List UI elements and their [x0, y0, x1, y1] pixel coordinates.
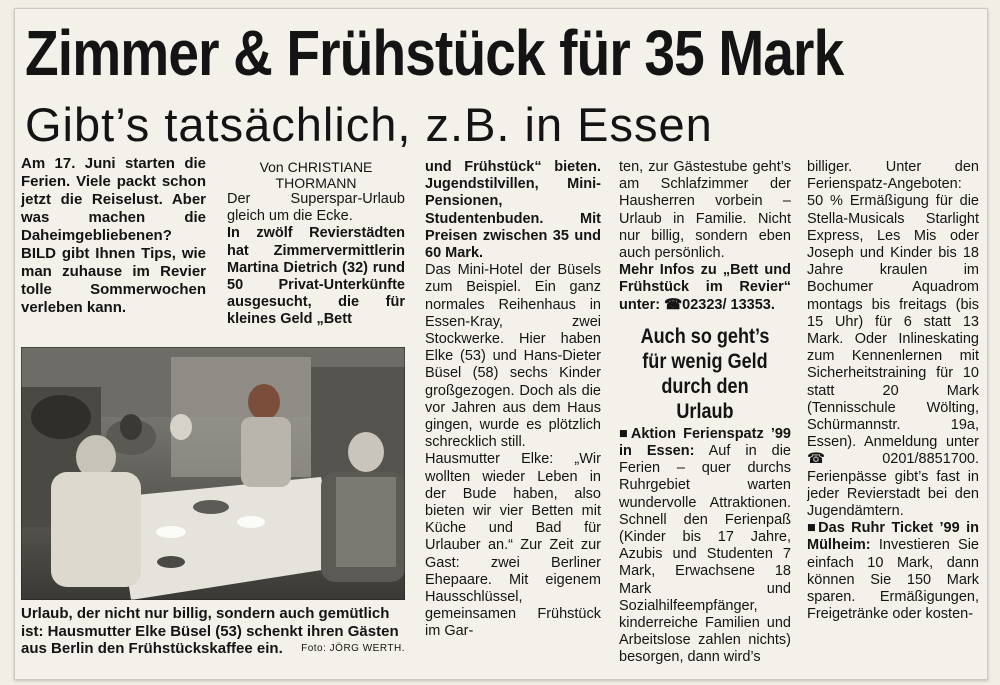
column-5 [807, 159, 979, 677]
headline: Zimmer & Frühstück für 35 Mark [25, 17, 844, 89]
lead-bold-text: In zwölf Revierstädten hat Zimmervermittlerin Martina Dietrich (32) rund 50 Privat-Unterkünfte ausgesucht, die für kleines Geld „Bett [227, 225, 405, 328]
column-3-paragraph-2: Hausmutter Elke: „Wir wollten wieder Leben in der Bude haben, also bieten wir vier Betten mit Küche und Bad für Urlauber an.“ Zur Zeit zur Gast: zwei Berliner Ehepaare. Mit eigenem Hausschlüssel, gemeinsamen Frühstück im Gar- [425, 451, 601, 640]
breakfast-photo [21, 347, 405, 600]
intro-column [21, 155, 206, 343]
photo-illustration [21, 347, 405, 600]
photo-caption [21, 605, 405, 658]
lead-text: Der Superspar-Urlaub gleich um die Ecke. [227, 191, 405, 225]
author-byline: Von CHRISTIANE THORMANN [259, 159, 373, 191]
photo-credit: Foto: JÖRG WERTH. [301, 643, 405, 654]
aktion-heading: ■Aktion Ferienspatz ’99 in Essen: [619, 425, 791, 460]
subheadline: Gibt’s tatsächlich, z.B. in Essen [25, 98, 713, 151]
column-3 [425, 159, 601, 677]
column-5-paragraph-1: billiger. Unter den Ferienspatz-Angeboten: 50 % Ermäßigung für die Stella-Musicals Starlight Express, Les Mis oder Joseph und Kinder bis 18 Jahre kraulen im Bochumer Aquadrom montags bis freitags (bis 15 Uhr) für 6 statt 13 Mark. Oder Inlineskating zum Kennenlernen mit Sicherheitstraining für 10 statt 20 Mark (Tennisschule Wölting, Schürmannstr. 19a, Essen). Anmeldung unter ☎0201/8851700. Ferienpässe gibt’s fast in jeder Revierstadt bei den Jugendämtern. [807, 159, 979, 520]
column-3-paragraph-1: Das Mini-Hotel der Büsels zum Beispiel. Ein ganz normales Reihenhaus in Essen-Kray, zwei Stockwerke. Hier haben Elke (53) und Hans-Dieter Büsel (58) sechs Kinder großgezogen. Doch als die vor Jahren aus dem Haus gingen, wurde es plötzlich schrecklich still. [425, 262, 601, 451]
caption-text: Urlaub, der nicht nur billig, sondern auch gemütlich ist: Hausmutter Elke Büsel (53) schenkt ihren Gästen aus Berlin den Frühstückskaffee ein. [21, 605, 399, 657]
newspaper-clipping [14, 8, 988, 680]
column-4 [619, 159, 791, 677]
ruhr-ticket-heading: ■Das Ruhr Ticket ’99 in Mülheim: [807, 520, 979, 554]
ruhr-ticket-text: Investieren Sie einfach 10 Mark, dann können Sie 150 Mark sparen. Ermäßigungen, Freigetränke oder kosten- [807, 537, 979, 623]
column-2 [227, 159, 405, 347]
aktion-text: Auf in die Ferien – quer durchs Ruhrgebiet warten wundervolle Attraktionen. Schnell den Ferienpaß (Kinder bis 17 Jahre, Azubis und Studenten 7 Mark, Erwachsene 18 Mark und Sozialhilfeempfänger, kinderreiche Familien und Arbeitslose zahlen nichts) besorgen, dann wird’s [619, 443, 791, 666]
column-4-paragraph-1: ten, zur Gästestube geht’s am Schlafzimmer der Hausherren vorbein – Urlaub in Familie. Nicht nur billig, sondern eben auch persönlich. [619, 159, 791, 262]
intro-text: Am 17. Juni starten die Ferien. Viele packt schon jetzt die Reiselust. Aber was machen die Daheimgebliebenen? BILD gibt Ihnen Tips, wie man zuhause im Revier tolle Sommerwochen verleben kann. [21, 155, 206, 316]
info-hotline: Mehr Infos zu „Bett und Frühstück im Revier“ unter: ☎02323/ 13353. [619, 262, 791, 313]
column-3-bold: und Frühstück“ bieten. Jugendstilvillen, Mini-Pensionen, Studentenbuden. Mit Preisen zwischen 35 und 60 Mark. [425, 159, 601, 262]
tips-box-title: Auch so geht’s für wenig Geld durch den Urlaub [640, 324, 770, 423]
